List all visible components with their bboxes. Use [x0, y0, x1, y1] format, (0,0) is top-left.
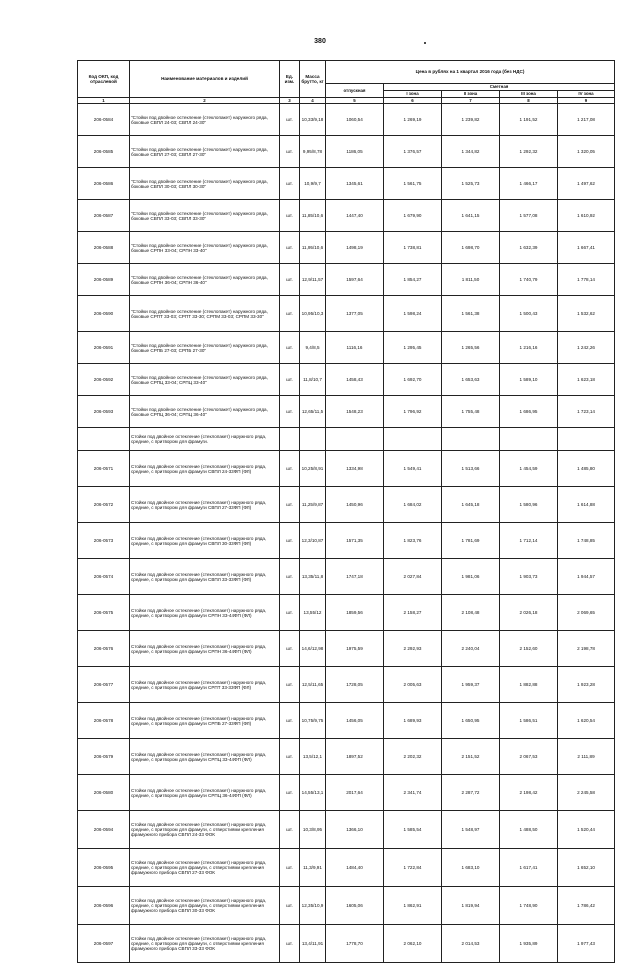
cell-code: 206-0586 — [78, 168, 130, 200]
cell-zone-1-price: 1 585,54 — [384, 811, 442, 849]
table-row — [78, 849, 615, 887]
cell-zone-2-price: 1 641,15 — [442, 200, 500, 232]
header-release: отпускная — [326, 84, 384, 98]
cell-zone-2-price: 1 683,10 — [442, 849, 500, 887]
cell-unit — [280, 428, 300, 451]
cell-release-price: 1571,35 — [326, 523, 384, 559]
cell-code: 206-0575 — [78, 595, 130, 631]
cell-unit: шт. — [280, 264, 300, 296]
cell-code: 206-0572 — [78, 487, 130, 523]
cell-unit: шт. — [280, 559, 300, 595]
cell-mass: 11,95/10,6 — [300, 232, 326, 264]
cell-zone-1-price: 1 684,02 — [384, 487, 442, 523]
cell-release-price: 2017,64 — [326, 775, 384, 811]
section-row — [78, 428, 615, 451]
cell-release-price: 1548,23 — [326, 396, 384, 428]
cell-name: Стойки под двойное остекление (стеклопакет) наружного ряда, средние, с притвором для фрамуги СВПЛ 30-33ФП (ФЛ) — [130, 523, 280, 559]
cell-zone-4-price: 1 610,92 — [558, 200, 615, 232]
cell-name: Стойки под двойное остекление (стеклопакет) наружного ряда, средние, с притвором для фрамуги. — [130, 428, 280, 451]
cell-zone-1-price: 1 269,19 — [384, 104, 442, 136]
table-row — [78, 364, 615, 396]
table-row — [78, 396, 615, 428]
cell-zone-4-price: 1 497,62 — [558, 168, 615, 200]
cell-zone-2-price: 2 014,53 — [442, 925, 500, 963]
cell-mass: 10,95/10,3 — [300, 296, 326, 332]
cell-zone-1-price: 1 295,45 — [384, 332, 442, 364]
cell-zone-3-price: 1 577,08 — [500, 200, 558, 232]
col-number: 6 — [384, 97, 442, 104]
cell-zone-3-price: 2 152,60 — [500, 631, 558, 667]
cell-zone-4-price: 1 532,62 — [558, 296, 615, 332]
cell-zone-1-price: 1 549,41 — [384, 451, 442, 487]
cell-zone-2-price: 1 513,66 — [442, 451, 500, 487]
cell-release-price: 1116,16 — [326, 332, 384, 364]
cell-zone-2-price: 1 548,97 — [442, 811, 500, 849]
cell-release-price: 1334,98 — [326, 451, 384, 487]
table-row — [78, 703, 615, 739]
table-row — [78, 451, 615, 487]
table-row — [78, 104, 615, 136]
cell-zone-2-price: 1 755,48 — [442, 396, 500, 428]
cell-zone-1-price: 2 005,63 — [384, 667, 442, 703]
cell-zone-1-price: 2 158,27 — [384, 595, 442, 631]
cell-release-price: 1597,64 — [326, 264, 384, 296]
col-number: 1 — [78, 97, 130, 104]
cell-zone-2-price: 2 151,52 — [442, 739, 500, 775]
cell-mass: 10,9/9,7 — [300, 168, 326, 200]
cell-zone-4-price: 1 778,14 — [558, 264, 615, 296]
cell-release-price: 1345,61 — [326, 168, 384, 200]
cell-release-price — [326, 428, 384, 451]
col-number: 5 — [326, 97, 384, 104]
cell-mass: 9,95/8,78 — [300, 136, 326, 168]
cell-release-price: 1605,06 — [326, 887, 384, 925]
cell-unit: шт. — [280, 104, 300, 136]
cell-mass: 10,3/8,95 — [300, 811, 326, 849]
cell-zone-4-price: 2 245,58 — [558, 775, 615, 811]
cell-name: Стойки под двойное остекление (стеклопакет) наружного ряда, средние, с притвором для фрамуги, с отверстиями крепления фрамужного прибора СВПЛ 24-33 ФОК — [130, 811, 280, 849]
cell-zone-4-price: 1 485,80 — [558, 451, 615, 487]
cell-code: 206-0576 — [78, 631, 130, 667]
cell-zone-2-price: 1 525,73 — [442, 168, 500, 200]
cell-code: 206-0577 — [78, 667, 130, 703]
cell-unit: шт. — [280, 451, 300, 487]
cell-mass: 14,6/12,98 — [300, 631, 326, 667]
cell-zone-4-price: 1 723,14 — [558, 396, 615, 428]
cell-code: 206-0595 — [78, 849, 130, 887]
cell-release-price: 1377,05 — [326, 296, 384, 332]
cell-unit: шт. — [280, 849, 300, 887]
header-unit: Ед. изм. — [280, 61, 300, 98]
cell-name: Стойки под двойное остекление (стеклопакет) наружного ряда, средние, с притвором для фрамуги СВПЛ 27-33ФП (ФЛ) — [130, 487, 280, 523]
cell-release-price: 1859,56 — [326, 595, 384, 631]
cell-zone-3-price: 1 191,52 — [500, 104, 558, 136]
table-row — [78, 887, 615, 925]
cell-zone-3-price: 1 740,79 — [500, 264, 558, 296]
cell-zone-3-price: 1 882,88 — [500, 667, 558, 703]
table-row — [78, 811, 615, 849]
cell-zone-2-price: 1 265,56 — [442, 332, 500, 364]
cell-name: "Стойки под двойное остекление (стеклопакет) наружного ряда, боковые СРПН 33-04; СРПН 33-40" — [130, 232, 280, 264]
cell-release-price: 1366,10 — [326, 811, 384, 849]
cell-zone-3-price: 1 903,73 — [500, 559, 558, 595]
cell-zone-2-price: 1 698,70 — [442, 232, 500, 264]
cell-zone-3-price: 1 454,59 — [500, 451, 558, 487]
cell-unit: шт. — [280, 168, 300, 200]
cell-unit: шт. — [280, 136, 300, 168]
header-zone-4: IV зона — [558, 90, 615, 97]
cell-unit: шт. — [280, 487, 300, 523]
table-row — [78, 559, 615, 595]
cell-unit: шт. — [280, 703, 300, 739]
cell-zone-1-price: 2 341,74 — [384, 775, 442, 811]
cell-name: "Стойки под двойное остекление (стеклопакет) наружного ряда, боковые СРПТ 33-03; СРПТ 33-30; СРПМ 33-03; СРПМ 33-30" — [130, 296, 280, 332]
cell-zone-3-price: 1 632,39 — [500, 232, 558, 264]
cell-code: 206-0589 — [78, 264, 130, 296]
cell-zone-4-price: 1 320,05 — [558, 136, 615, 168]
cell-code: 206-0574 — [78, 559, 130, 595]
cell-zone-3-price: 1 292,32 — [500, 136, 558, 168]
cell-release-price: 1778,70 — [326, 925, 384, 963]
cell-zone-4-price: 1 520,44 — [558, 811, 615, 849]
cell-zone-4-price: 1 667,41 — [558, 232, 615, 264]
cell-unit: шт. — [280, 332, 300, 364]
cell-zone-1-price: 1 376,57 — [384, 136, 442, 168]
cell-mass: 13,4/11,91 — [300, 925, 326, 963]
header-price-title: Цена в рублях на 1 квартал 2016 года (без НДС) — [326, 61, 615, 84]
cell-mass: 10,75/9,75 — [300, 703, 326, 739]
cell-zone-1-price: 1 854,27 — [384, 264, 442, 296]
cell-zone-2-price: 1 819,94 — [442, 887, 500, 925]
cell-unit: шт. — [280, 739, 300, 775]
cell-zone-3-price — [500, 428, 558, 451]
cell-zone-1-price: 2 027,84 — [384, 559, 442, 595]
header-mass: Масса брутто, кг — [300, 61, 326, 98]
cell-unit: шт. — [280, 200, 300, 232]
cell-zone-1-price — [384, 428, 442, 451]
cell-release-price: 1186,05 — [326, 136, 384, 168]
cell-zone-3-price: 1 580,96 — [500, 487, 558, 523]
col-number: 3 — [280, 97, 300, 104]
cell-mass: 12,3/10,87 — [300, 523, 326, 559]
col-number: 7 — [442, 97, 500, 104]
cell-code: 206-0573 — [78, 523, 130, 559]
cell-zone-1-price: 1 679,90 — [384, 200, 442, 232]
cell-zone-1-price: 1 862,91 — [384, 887, 442, 925]
cell-name: Стойки под двойное остекление (стеклопакет) наружного ряда, средние, с притвором для фрамуги СВПЛ 33-33ФП (ФЛ) — [130, 559, 280, 595]
cell-zone-2-price: 1 645,18 — [442, 487, 500, 523]
table-row — [78, 136, 615, 168]
cell-name: Стойки под двойное остекление (стеклопакет) наружного ряда, средние, с притвором для фрамуги, с отверстиями крепления фрамужного прибора СВПЛ 30-33 ФОК — [130, 887, 280, 925]
table-row — [78, 595, 615, 631]
cell-zone-1-price: 2 062,10 — [384, 925, 442, 963]
table-row — [78, 925, 615, 963]
cell-mass: 11,3/9,91 — [300, 849, 326, 887]
cell-zone-4-price: 1 623,18 — [558, 364, 615, 396]
cell-unit: шт. — [280, 667, 300, 703]
cell-code: 206-0580 — [78, 775, 130, 811]
cell-unit: шт. — [280, 523, 300, 559]
header-zone-2: II зона — [442, 90, 500, 97]
cell-code: 206-0591 — [78, 332, 130, 364]
cell-release-price: 1897,52 — [326, 739, 384, 775]
cell-name: "Стойки под двойное остекление (стеклопакет) наружного ряда, боковые СВПЛ 24-03; СВПЛ 24-30" — [130, 104, 280, 136]
cell-unit: шт. — [280, 364, 300, 396]
cell-zone-2-price: 2 287,72 — [442, 775, 500, 811]
cell-zone-2-price: 1 811,50 — [442, 264, 500, 296]
cell-unit: шт. — [280, 775, 300, 811]
cell-mass: 12,9/11,57 — [300, 264, 326, 296]
cell-zone-4-price — [558, 428, 615, 451]
cell-code: 206-0587 — [78, 200, 130, 232]
table-row — [78, 200, 615, 232]
cell-zone-3-price: 1 216,16 — [500, 332, 558, 364]
cell-name: Стойки под двойное остекление (стеклопакет) наружного ряда, средние, с притвором для фрамуги, с отверстиями крепления фрамужного прибора СВПЛ 33-33 ФОК — [130, 925, 280, 963]
cell-zone-4-price: 1 977,43 — [558, 925, 615, 963]
cell-name: Стойки под двойное остекление (стеклопакет) наружного ряда, средние, с притвором для фрамуги СРПН 36-44ФП (ФЛ) — [130, 631, 280, 667]
cell-release-price: 1498,19 — [326, 232, 384, 264]
cell-unit: шт. — [280, 595, 300, 631]
cell-zone-2-price: 1 981,06 — [442, 559, 500, 595]
cell-release-price: 1975,59 — [326, 631, 384, 667]
cell-zone-3-price: 1 748,90 — [500, 887, 558, 925]
cell-zone-4-price: 1 652,10 — [558, 849, 615, 887]
header-zone-1: I зона — [384, 90, 442, 97]
cell-code: 206-0596 — [78, 887, 130, 925]
cell-name: Стойки под двойное остекление (стеклопакет) наружного ряда, средние, с притвором для фрамуги, с отверстиями крепления фрамужного прибора СВПЛ 27-33 ФОК — [130, 849, 280, 887]
cell-release-price: 1747,18 — [326, 559, 384, 595]
cell-zone-4-price: 2 069,65 — [558, 595, 615, 631]
cell-name: Стойки под двойное остекление (стеклопакет) наружного ряда, средние, с притвором для фрамуги СРПТ 33-33ФП (ФЛ) — [130, 667, 280, 703]
cell-code: 206-0597 — [78, 925, 130, 963]
cell-zone-1-price: 1 561,75 — [384, 168, 442, 200]
cell-zone-3-price: 1 617,41 — [500, 849, 558, 887]
cell-zone-3-price: 2 026,18 — [500, 595, 558, 631]
cell-zone-3-price: 1 712,14 — [500, 523, 558, 559]
cell-release-price: 1456,05 — [326, 703, 384, 739]
table-row — [78, 739, 615, 775]
cell-name: Стойки под двойное остекление (стеклопакет) наружного ряда, средние, с притвором для фрамуги СРПЦ 33-44ФП (ФЛ) — [130, 739, 280, 775]
cell-zone-2-price: 1 344,82 — [442, 136, 500, 168]
cell-unit: шт. — [280, 396, 300, 428]
cell-code: 206-0590 — [78, 296, 130, 332]
table-row — [78, 523, 615, 559]
cell-zone-2-price: 1 653,63 — [442, 364, 500, 396]
cell-zone-1-price: 1 689,93 — [384, 703, 442, 739]
table-row — [78, 487, 615, 523]
cell-code: 206-0578 — [78, 703, 130, 739]
cell-name: "Стойки под двойное остекление (стеклопакет) наружного ряда, боковые СВПЛ 33-03; СВПЛ 33-30" — [130, 200, 280, 232]
cell-mass: 10,33/9,18 — [300, 104, 326, 136]
cell-zone-1-price: 1 598,24 — [384, 296, 442, 332]
cell-mass: 10,25/8,91 — [300, 451, 326, 487]
table-row — [78, 232, 615, 264]
table-body — [78, 104, 615, 963]
cell-name: Стойки под двойное остекление (стеклопакет) наружного ряда, средние, с притвором для фрамуги СРПН 33-44ФП (ФЛ) — [130, 595, 280, 631]
cell-mass: 12,65/11,5 — [300, 396, 326, 428]
cell-name: Стойки под двойное остекление (стеклопакет) наружного ряда, средние, с притвором для фрамуги СВПЛ 24-33ФП (ФЛ) — [130, 451, 280, 487]
cell-code: 206-0588 — [78, 232, 130, 264]
table-row — [78, 332, 615, 364]
cell-name: "Стойки под двойное остекление (стеклопакет) наружного ряда, боковые СРПЦ 36-04; СРПЦ 36-40" — [130, 396, 280, 428]
cell-mass: 12,35/10,9 — [300, 887, 326, 925]
cell-zone-1-price: 2 202,32 — [384, 739, 442, 775]
header-code: Код ОКП, код отраслевой — [78, 61, 130, 98]
cell-name: "Стойки под двойное остекление (стеклопакет) наружного ряда, боковые СВПЛ 27-03; СВПЛ 27-30" — [130, 136, 280, 168]
table-row — [78, 775, 615, 811]
cell-zone-4-price: 1 614,88 — [558, 487, 615, 523]
cell-release-price: 1450,96 — [326, 487, 384, 523]
cell-zone-4-price: 2 198,78 — [558, 631, 615, 667]
cell-unit: шт. — [280, 887, 300, 925]
cell-zone-3-price: 1 488,50 — [500, 811, 558, 849]
page-number: 380 — [314, 38, 326, 45]
cell-zone-1-price: 1 796,92 — [384, 396, 442, 428]
cell-zone-1-price: 1 692,70 — [384, 364, 442, 396]
table-row — [78, 168, 615, 200]
cell-name: "Стойки под двойное остекление (стеклопакет) наружного ряда, боковые СРПЦ 33-04; СРПЦ 33-40" — [130, 364, 280, 396]
cell-zone-3-price: 2 067,53 — [500, 739, 558, 775]
cell-zone-2-price: 1 239,82 — [442, 104, 500, 136]
cell-name: "Стойки под двойное остекление (стеклопакет) наружного ряда, боковые СРПН 36-04; СРПН 36-40" — [130, 264, 280, 296]
cell-unit: шт. — [280, 296, 300, 332]
header-estimate: Сметная — [384, 84, 615, 91]
cell-mass: 14,55/13,1 — [300, 775, 326, 811]
cell-zone-3-price: 1 589,10 — [500, 364, 558, 396]
cell-unit: шт. — [280, 811, 300, 849]
cell-name: Стойки под двойное остекление (стеклопакет) наружного ряда, средние, с притвором для фрамуги СРПЦ 36-44ФП (ФЛ) — [130, 775, 280, 811]
cell-zone-1-price: 1 823,76 — [384, 523, 442, 559]
price-table — [77, 60, 615, 963]
cell-name: Стойки под двойное остекление (стеклопакет) наружного ряда, средние, с притвором для фрамуги СРПБ 27-33ФП (ФЛ) — [130, 703, 280, 739]
cell-zone-4-price: 1 786,42 — [558, 887, 615, 925]
col-number: 2 — [130, 97, 280, 104]
cell-zone-3-price: 1 686,95 — [500, 396, 558, 428]
cell-mass: 11,25/9,87 — [300, 487, 326, 523]
cell-zone-4-price: 1 748,85 — [558, 523, 615, 559]
cell-zone-4-price: 1 217,08 — [558, 104, 615, 136]
cell-zone-2-price: 1 959,37 — [442, 667, 500, 703]
cell-zone-3-price: 1 466,17 — [500, 168, 558, 200]
table-row — [78, 667, 615, 703]
cell-unit: шт. — [280, 925, 300, 963]
cell-code — [78, 428, 130, 451]
cell-code: 206-0584 — [78, 104, 130, 136]
header-name: Наименование материалов и изделий — [130, 61, 280, 98]
cell-release-price: 1447,40 — [326, 200, 384, 232]
cell-mass: 13,35/11,8 — [300, 559, 326, 595]
cell-mass: 13,5/12,1 — [300, 739, 326, 775]
cell-zone-2-price: 1 650,95 — [442, 703, 500, 739]
table-row — [78, 264, 615, 296]
cell-code: 206-0593 — [78, 396, 130, 428]
cell-zone-4-price: 1 944,57 — [558, 559, 615, 595]
cell-zone-4-price: 2 111,89 — [558, 739, 615, 775]
cell-mass: 11,85/10,6 — [300, 200, 326, 232]
cell-code: 206-0592 — [78, 364, 130, 396]
col-number: 4 — [300, 97, 326, 104]
cell-mass: 12,5/11,65 — [300, 667, 326, 703]
cell-zone-1-price: 1 738,81 — [384, 232, 442, 264]
cell-zone-1-price: 1 722,84 — [384, 849, 442, 887]
cell-release-price: 1060,54 — [326, 104, 384, 136]
cell-name: "Стойки под двойное остекление (стеклопакет) наружного ряда, боковые СРПБ 27-03; СРПБ 27-30" — [130, 332, 280, 364]
cell-code: 206-0585 — [78, 136, 130, 168]
table-row — [78, 296, 615, 332]
cell-code: 206-0571 — [78, 451, 130, 487]
cell-release-price: 1728,05 — [326, 667, 384, 703]
cell-code: 206-0594 — [78, 811, 130, 849]
table-row — [78, 631, 615, 667]
cell-zone-1-price: 2 292,93 — [384, 631, 442, 667]
cell-release-price: 1484,40 — [326, 849, 384, 887]
cell-mass: 13,55/12 — [300, 595, 326, 631]
cell-zone-4-price: 1 620,54 — [558, 703, 615, 739]
cell-mass: 11,8/10,7 — [300, 364, 326, 396]
cell-zone-2-price: 2 108,48 — [442, 595, 500, 631]
header-zone-3: III зона — [500, 90, 558, 97]
cell-release-price: 1458,43 — [326, 364, 384, 396]
col-number: 8 — [500, 97, 558, 104]
cell-code: 206-0579 — [78, 739, 130, 775]
cell-zone-4-price: 1 242,26 — [558, 332, 615, 364]
col-number: 9 — [558, 97, 615, 104]
cell-zone-2-price: 2 240,04 — [442, 631, 500, 667]
cell-zone-2-price: 1 561,38 — [442, 296, 500, 332]
cell-unit: шт. — [280, 232, 300, 264]
cell-zone-4-price: 1 923,28 — [558, 667, 615, 703]
cell-zone-3-price: 1 935,89 — [500, 925, 558, 963]
cell-name: "Стойки под двойное остекление (стеклопакет) наружного ряда, боковые СВПЛ 30-03; СВПЛ 30-30" — [130, 168, 280, 200]
cell-zone-3-price: 1 586,51 — [500, 703, 558, 739]
cell-unit: шт. — [280, 631, 300, 667]
cell-zone-3-price: 2 198,42 — [500, 775, 558, 811]
scan-dot — [424, 42, 426, 44]
cell-mass: 9,4/8,5 — [300, 332, 326, 364]
cell-zone-3-price: 1 500,43 — [500, 296, 558, 332]
cell-zone-2-price — [442, 428, 500, 451]
cell-zone-2-price: 1 781,69 — [442, 523, 500, 559]
cell-mass — [300, 428, 326, 451]
